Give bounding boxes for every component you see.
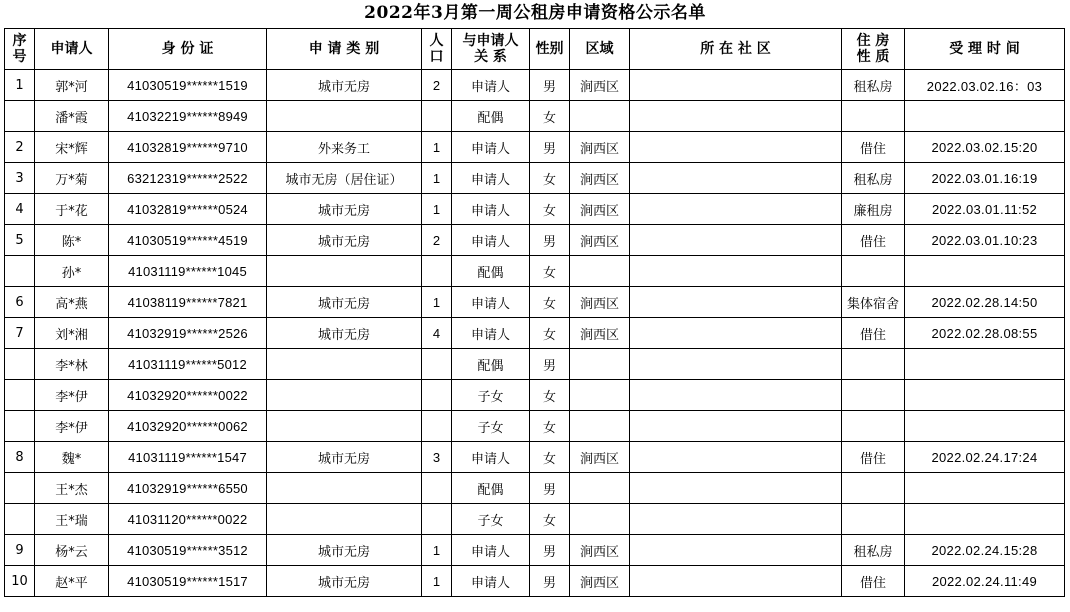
cell-accept-time: 2022.02.28.08:55 — [905, 318, 1065, 349]
cell-district — [570, 473, 630, 504]
cell-relation-to-applicant: 申请人 — [452, 318, 530, 349]
cell-accept-time — [905, 256, 1065, 287]
cell-household-size: 2 — [422, 70, 452, 101]
table-row — [5, 504, 1065, 535]
table-row — [5, 163, 1065, 194]
cell-gender: 女 — [530, 256, 570, 287]
table-row — [5, 70, 1065, 101]
cell-id-number: 41030519******4519 — [109, 225, 267, 256]
cell-relation-to-applicant: 配偶 — [452, 349, 530, 380]
header-index — [5, 29, 35, 70]
cell-row-index — [5, 256, 35, 287]
cell-row-index: 9 — [5, 535, 35, 566]
cell-application-category: 城市无房（居住证） — [267, 163, 422, 194]
table-header-row — [5, 29, 1065, 70]
cell-accept-time — [905, 473, 1065, 504]
cell-id-number: 41032919******2526 — [109, 318, 267, 349]
cell-district: 涧西区 — [570, 287, 630, 318]
cell-row-index: 5 — [5, 225, 35, 256]
cell-id-number: 41030519******1519 — [109, 70, 267, 101]
cell-household-size: 1 — [422, 287, 452, 318]
cell-id-number: 41032219******8949 — [109, 101, 267, 132]
cell-gender: 女 — [530, 380, 570, 411]
cell-application-category: 城市无房 — [267, 566, 422, 597]
cell-accept-time: 2022.02.28.14:50 — [905, 287, 1065, 318]
cell-applicant-name: 万*菊 — [35, 163, 109, 194]
cell-housing-type: 借住 — [842, 442, 905, 473]
cell-district — [570, 256, 630, 287]
cell-district — [570, 380, 630, 411]
cell-housing-type: 租私房 — [842, 70, 905, 101]
table-row — [5, 411, 1065, 442]
cell-id-number: 41032920******0022 — [109, 380, 267, 411]
table-row — [5, 442, 1065, 473]
cell-applicant-name: 潘*霞 — [35, 101, 109, 132]
cell-relation-to-applicant: 申请人 — [452, 132, 530, 163]
cell-housing-type: 租私房 — [842, 163, 905, 194]
cell-housing-type — [842, 504, 905, 535]
cell-housing-type — [842, 101, 905, 132]
cell-district — [570, 504, 630, 535]
cell-district: 涧西区 — [570, 225, 630, 256]
cell-district — [570, 349, 630, 380]
cell-row-index: 8 — [5, 442, 35, 473]
cell-household-size: 1 — [422, 566, 452, 597]
cell-relation-to-applicant: 配偶 — [452, 256, 530, 287]
cell-row-index — [5, 411, 35, 442]
cell-community — [630, 70, 842, 101]
cell-id-number: 41032919******6550 — [109, 473, 267, 504]
cell-household-size — [422, 473, 452, 504]
cell-relation-to-applicant: 申请人 — [452, 225, 530, 256]
cell-accept-time: 2022.03.02.15:20 — [905, 132, 1065, 163]
cell-applicant-name: 赵*平 — [35, 566, 109, 597]
cell-gender: 男 — [530, 132, 570, 163]
header-community: 所 在 社 区 — [630, 29, 842, 70]
cell-community — [630, 163, 842, 194]
h-idx-text: 序 号 — [12, 33, 27, 65]
cell-housing-type — [842, 349, 905, 380]
header-category: 申 请 类 别 — [267, 29, 422, 70]
cell-community — [630, 442, 842, 473]
cell-relation-to-applicant: 申请人 — [452, 287, 530, 318]
cell-community — [630, 349, 842, 380]
cell-applicant-name: 李*伊 — [35, 380, 109, 411]
h-relation-text: 与申请人 关 系 — [462, 33, 519, 65]
cell-district: 涧西区 — [570, 566, 630, 597]
table-row — [5, 225, 1065, 256]
cell-id-number: 41030519******3512 — [109, 535, 267, 566]
table-row — [5, 380, 1065, 411]
cell-housing-type — [842, 380, 905, 411]
cell-district: 涧西区 — [570, 70, 630, 101]
cell-row-index — [5, 101, 35, 132]
cell-relation-to-applicant: 申请人 — [452, 442, 530, 473]
cell-housing-type — [842, 411, 905, 442]
cell-household-size — [422, 349, 452, 380]
cell-household-size: 1 — [422, 194, 452, 225]
cell-district: 涧西区 — [570, 163, 630, 194]
cell-row-index: 1 — [5, 70, 35, 101]
cell-row-index: 6 — [5, 287, 35, 318]
cell-application-category — [267, 473, 422, 504]
cell-housing-type: 借住 — [842, 225, 905, 256]
header-household — [422, 29, 452, 70]
table-row — [5, 101, 1065, 132]
cell-district: 涧西区 — [570, 442, 630, 473]
cell-district: 涧西区 — [570, 194, 630, 225]
cell-accept-time — [905, 380, 1065, 411]
cell-relation-to-applicant: 子女 — [452, 411, 530, 442]
cell-community — [630, 194, 842, 225]
table-row — [5, 194, 1065, 225]
cell-applicant-name: 杨*云 — [35, 535, 109, 566]
cell-applicant-name: 高*燕 — [35, 287, 109, 318]
cell-accept-time: 2022.03.01.11:52 — [905, 194, 1065, 225]
cell-application-category: 城市无房 — [267, 535, 422, 566]
cell-application-category: 外来务工 — [267, 132, 422, 163]
table-row — [5, 132, 1065, 163]
cell-applicant-name: 郭*河 — [35, 70, 109, 101]
cell-community — [630, 504, 842, 535]
cell-id-number: 41030519******1517 — [109, 566, 267, 597]
cell-relation-to-applicant: 申请人 — [452, 535, 530, 566]
cell-id-number: 41032920******0062 — [109, 411, 267, 442]
cell-application-category: 城市无房 — [267, 442, 422, 473]
table-row — [5, 473, 1065, 504]
cell-row-index: 7 — [5, 318, 35, 349]
cell-gender: 男 — [530, 535, 570, 566]
table-row — [5, 318, 1065, 349]
cell-housing-type: 集体宿舍 — [842, 287, 905, 318]
table-row — [5, 287, 1065, 318]
cell-community — [630, 287, 842, 318]
cell-applicant-name: 李*林 — [35, 349, 109, 380]
cell-application-category — [267, 504, 422, 535]
cell-row-index: 10 — [5, 566, 35, 597]
header-housing — [842, 29, 905, 70]
cell-application-category — [267, 380, 422, 411]
cell-applicant-name: 宋*辉 — [35, 132, 109, 163]
cell-application-category — [267, 411, 422, 442]
cell-id-number: 41038119******7821 — [109, 287, 267, 318]
table-row — [5, 535, 1065, 566]
cell-accept-time: 2022.02.24.17:24 — [905, 442, 1065, 473]
cell-household-size: 1 — [422, 535, 452, 566]
cell-community — [630, 132, 842, 163]
cell-id-number: 41032819******0524 — [109, 194, 267, 225]
cell-gender: 男 — [530, 225, 570, 256]
h-household-text: 人 口 — [429, 33, 444, 65]
page-title: 2022年3月第一周公租房申请资格公示名单 — [364, 3, 706, 23]
cell-row-index — [5, 473, 35, 504]
cell-gender: 男 — [530, 70, 570, 101]
h-housing-text: 住 房 性 质 — [856, 33, 890, 65]
cell-community — [630, 535, 842, 566]
cell-household-size: 1 — [422, 163, 452, 194]
cell-applicant-name: 王*瑞 — [35, 504, 109, 535]
cell-relation-to-applicant: 配偶 — [452, 101, 530, 132]
cell-district: 涧西区 — [570, 132, 630, 163]
cell-district — [570, 411, 630, 442]
cell-district — [570, 101, 630, 132]
cell-gender: 女 — [530, 504, 570, 535]
cell-accept-time — [905, 411, 1065, 442]
cell-relation-to-applicant: 申请人 — [452, 566, 530, 597]
cell-housing-type — [842, 473, 905, 504]
cell-accept-time: 2022.02.24.11:49 — [905, 566, 1065, 597]
cell-housing-type: 租私房 — [842, 535, 905, 566]
cell-relation-to-applicant: 配偶 — [452, 473, 530, 504]
cell-applicant-name: 李*伊 — [35, 411, 109, 442]
cell-household-size — [422, 411, 452, 442]
cell-accept-time — [905, 101, 1065, 132]
cell-application-category: 城市无房 — [267, 225, 422, 256]
cell-community — [630, 101, 842, 132]
cell-id-number: 41031120******0022 — [109, 504, 267, 535]
header-relation — [452, 29, 530, 70]
cell-household-size — [422, 256, 452, 287]
header-district: 区域 — [570, 29, 630, 70]
cell-household-size: 3 — [422, 442, 452, 473]
cell-relation-to-applicant: 子女 — [452, 504, 530, 535]
cell-relation-to-applicant: 申请人 — [452, 194, 530, 225]
cell-application-category: 城市无房 — [267, 287, 422, 318]
cell-household-size: 2 — [422, 225, 452, 256]
header-accept-time: 受 理 时 间 — [905, 29, 1065, 70]
cell-community — [630, 380, 842, 411]
cell-gender: 女 — [530, 411, 570, 442]
cell-community — [630, 256, 842, 287]
cell-application-category: 城市无房 — [267, 318, 422, 349]
cell-row-index — [5, 504, 35, 535]
cell-applicant-name: 孙* — [35, 256, 109, 287]
cell-application-category — [267, 349, 422, 380]
table-row — [5, 349, 1065, 380]
cell-gender: 男 — [530, 349, 570, 380]
cell-applicant-name: 刘*湘 — [35, 318, 109, 349]
cell-community — [630, 411, 842, 442]
cell-accept-time — [905, 504, 1065, 535]
cell-gender: 女 — [530, 287, 570, 318]
cell-accept-time — [905, 349, 1065, 380]
cell-gender: 女 — [530, 101, 570, 132]
cell-household-size: 1 — [422, 132, 452, 163]
cell-district: 涧西区 — [570, 318, 630, 349]
cell-community — [630, 318, 842, 349]
cell-id-number: 41031119******5012 — [109, 349, 267, 380]
cell-gender: 女 — [530, 442, 570, 473]
cell-applicant-name: 王*杰 — [35, 473, 109, 504]
cell-gender: 女 — [530, 163, 570, 194]
cell-row-index — [5, 349, 35, 380]
cell-household-size: 4 — [422, 318, 452, 349]
table-row — [5, 256, 1065, 287]
cell-applicant-name: 魏* — [35, 442, 109, 473]
cell-application-category: 城市无房 — [267, 194, 422, 225]
cell-gender: 男 — [530, 566, 570, 597]
cell-community — [630, 473, 842, 504]
cell-relation-to-applicant: 申请人 — [452, 70, 530, 101]
cell-gender: 女 — [530, 194, 570, 225]
cell-id-number: 41031119******1547 — [109, 442, 267, 473]
cell-application-category — [267, 256, 422, 287]
cell-community — [630, 225, 842, 256]
cell-accept-time: 2022.03.02.16：03 — [905, 70, 1065, 101]
header-gender: 性别 — [530, 29, 570, 70]
cell-accept-time: 2022.03.01.10:23 — [905, 225, 1065, 256]
table-row — [5, 566, 1065, 597]
cell-accept-time: 2022.03.01.16:19 — [905, 163, 1065, 194]
cell-row-index — [5, 380, 35, 411]
applicant-table — [4, 28, 1065, 597]
cell-housing-type: 借住 — [842, 318, 905, 349]
cell-accept-time: 2022.02.24.15:28 — [905, 535, 1065, 566]
cell-applicant-name: 陈* — [35, 225, 109, 256]
cell-housing-type — [842, 256, 905, 287]
cell-row-index: 2 — [5, 132, 35, 163]
cell-household-size — [422, 101, 452, 132]
cell-application-category: 城市无房 — [267, 70, 422, 101]
cell-relation-to-applicant: 申请人 — [452, 163, 530, 194]
cell-household-size — [422, 380, 452, 411]
cell-row-index: 3 — [5, 163, 35, 194]
cell-housing-type: 廉租房 — [842, 194, 905, 225]
cell-household-size — [422, 504, 452, 535]
cell-district: 涧西区 — [570, 535, 630, 566]
cell-application-category — [267, 101, 422, 132]
header-id-number: 身 份 证 — [109, 29, 267, 70]
cell-applicant-name: 于*花 — [35, 194, 109, 225]
cell-id-number: 41031119******1045 — [109, 256, 267, 287]
header-applicant: 申请人 — [35, 29, 109, 70]
cell-id-number: 63212319******2522 — [109, 163, 267, 194]
cell-housing-type: 借住 — [842, 566, 905, 597]
cell-id-number: 41032819******9710 — [109, 132, 267, 163]
cell-gender: 男 — [530, 473, 570, 504]
cell-housing-type: 借住 — [842, 132, 905, 163]
cell-relation-to-applicant: 子女 — [452, 380, 530, 411]
cell-gender: 女 — [530, 318, 570, 349]
cell-community — [630, 566, 842, 597]
cell-row-index: 4 — [5, 194, 35, 225]
